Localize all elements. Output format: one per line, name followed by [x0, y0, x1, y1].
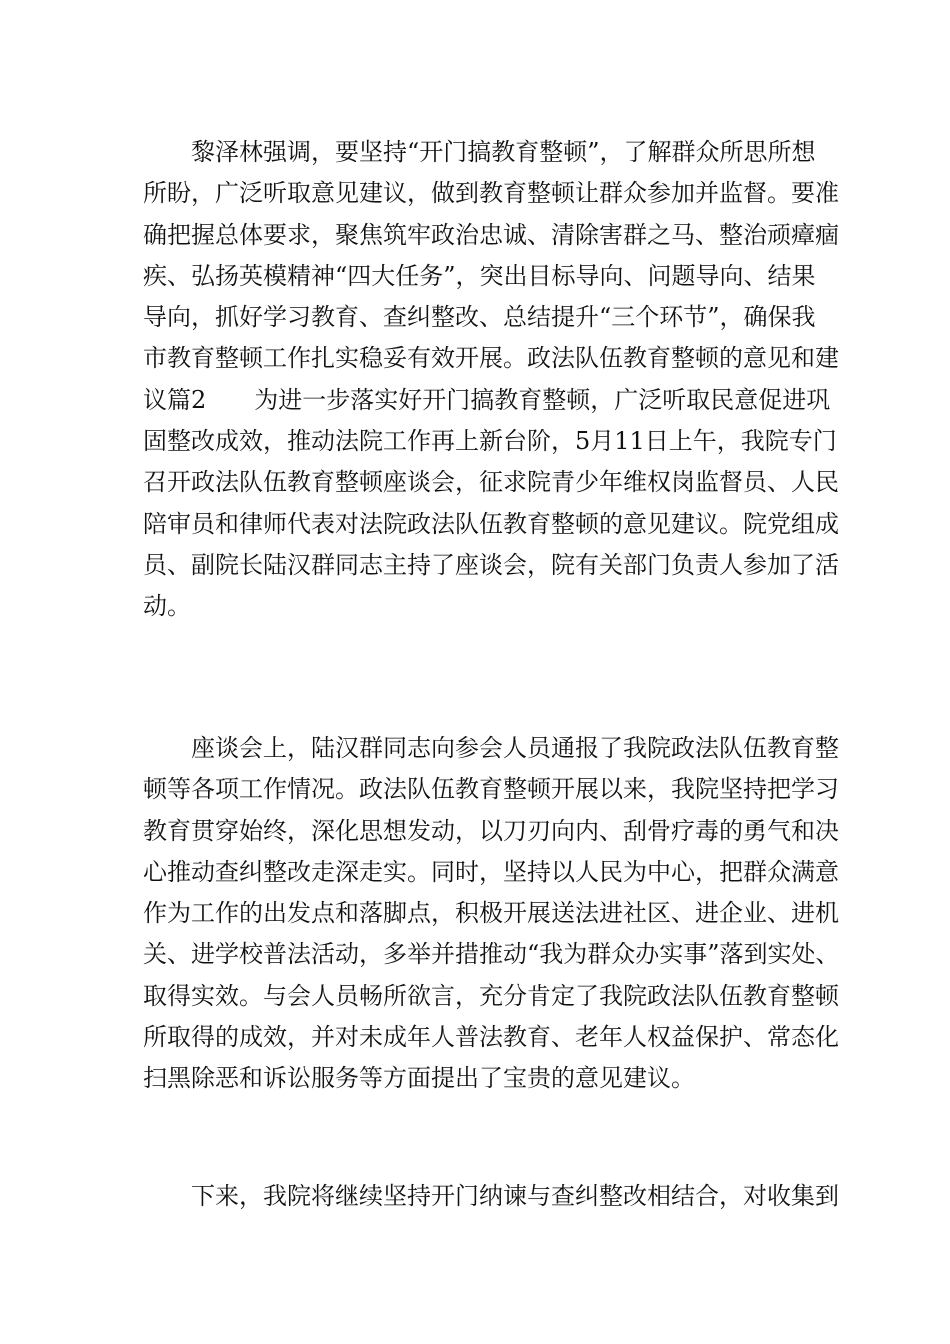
paragraph-line: 员、副院长陆汉群同志主持了座谈会，院有关部门负责人参加了活 [143, 550, 839, 579]
paragraph-line: 关、进学校普法活动，多举并措推动“我为群众办实事”落到实处、 [143, 940, 840, 969]
paragraph-line: 下来，我院将继续坚持开门纳谏与查纠整改相结合，对收集到 [191, 1182, 839, 1210]
paragraph-line: 固整改成效，推动法院工作再上新台阶，5月11日上午，我院专门 [143, 427, 837, 456]
paragraph-line: 心推动查纠整改走深走实。同时，坚持以人民为中心，把群众满意 [143, 857, 839, 886]
paragraph-line: 疾、弘扬英模精神“四大任务”，突出目标导向、问题导向、结果 [143, 261, 816, 290]
paragraph-line: 顿等各项工作情况。政法队伍教育整顿开展以来，我院坚持把学习 [143, 775, 839, 804]
paragraph-line: 陪审员和律师代表对法院政法队伍教育整顿的意见建议。院党组成 [143, 509, 839, 538]
paragraph-line: 座谈会上，陆汉群同志向参会人员通报了我院政法队伍教育整 [191, 734, 839, 762]
paragraph-line: 市教育整顿工作扎实稳妥有效开展。政法队伍教育整顿的意见和建 [143, 344, 839, 373]
paragraph-line: 所盼，广泛听取意见建议，做到教育整顿让群众参加并监督。要准 [143, 179, 839, 208]
paragraph-line: 导向，抓好学习教育、查纠整改、总结提升“三个环节”，确保我 [143, 303, 816, 332]
paragraph-line: 所取得的成效，并对未成年人普法教育、老年人权益保护、常态化 [143, 1023, 839, 1052]
paragraph-line: 黎泽林强调，要坚持“开门搞教育整顿”，了解群众所思所想 [191, 138, 816, 166]
paragraph-line: 作为工作的出发点和落脚点，积极开展送法进社区、进企业、进机 [143, 899, 839, 928]
paragraph-line: 动。 [143, 592, 191, 621]
paragraph-line: 召开政法队伍教育整顿座谈会，征求院青少年维权岗监督员、人民 [143, 468, 839, 497]
paragraph-line: 议篇2 为进一步落实好开门搞教育整顿，广泛听取民意促进巩 [143, 385, 831, 414]
paragraph-2 [143, 728, 840, 1100]
paragraph-line: 扫黑除恶和诉讼服务等方面提出了宝贵的意见建议。 [143, 1064, 695, 1093]
paragraph-3 [143, 1176, 839, 1217]
paragraph-line: 取得实效。与会人员畅所欲言，充分肯定了我院政法队伍教育整顿 [143, 981, 839, 1010]
paragraph-1 [143, 132, 839, 628]
paragraph-line: 确把握总体要求，聚焦筑牢政治忠诚、清除害群之马、整治顽瘴痼 [143, 220, 839, 249]
paragraph-line: 教育贯穿始终，深化思想发动，以刀刃向内、刮骨疗毒的勇气和决 [143, 816, 839, 845]
